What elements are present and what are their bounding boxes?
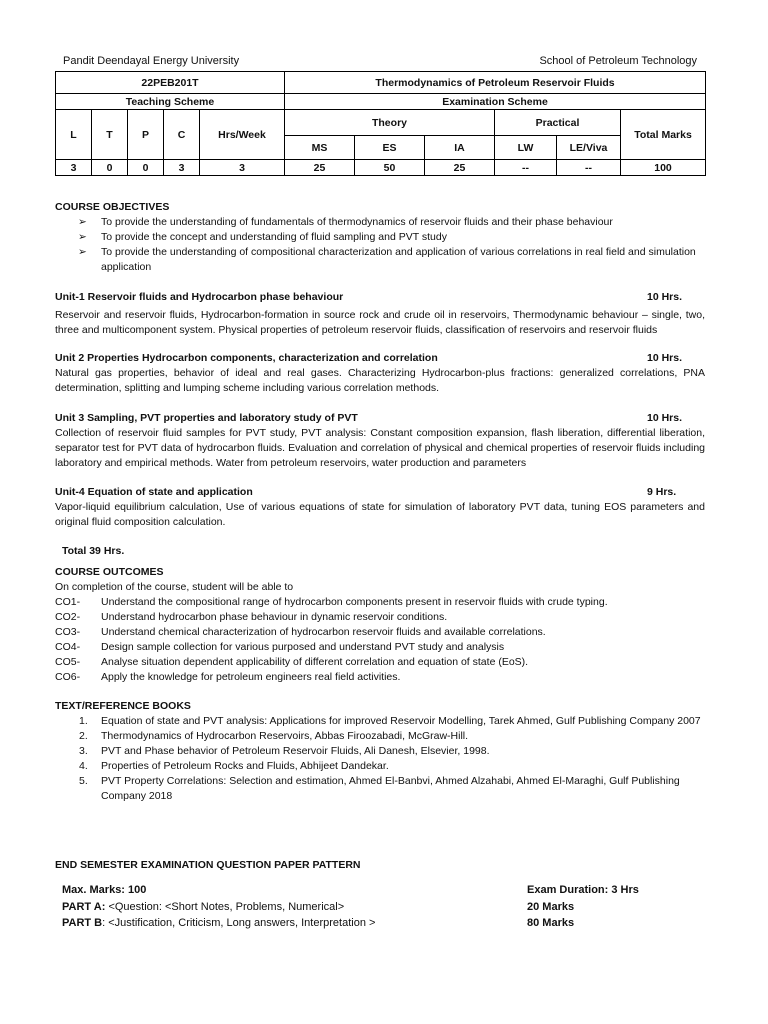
exam-duration: Exam Duration: 3 Hrs bbox=[527, 884, 639, 896]
col-hrs-week: Hrs/Week bbox=[200, 110, 285, 160]
max-marks-row bbox=[62, 882, 682, 899]
col-lw: LW bbox=[495, 136, 557, 160]
unit-heading bbox=[55, 351, 705, 366]
part-a-marks: 20 Marks bbox=[527, 900, 575, 913]
unit-body: Vapor-liquid equilibrium calculation, Use of various equations of state for simulation of laboratory PVT data, tuning EOS parameters and original fluid composition calculation. bbox=[55, 501, 705, 528]
col-p: P bbox=[128, 110, 164, 160]
examination-scheme-header: Examination Scheme bbox=[285, 94, 706, 110]
value-p: 0 bbox=[128, 160, 164, 176]
max-marks: Max. Marks: 100 bbox=[62, 884, 147, 896]
part-b-marks: 80 Marks bbox=[527, 917, 575, 929]
value-ia: 25 bbox=[425, 160, 495, 176]
objective-item: ➢ To provide the understanding of fundamentals of thermodynamics of reservoir fluids and their phase behaviour bbox=[78, 216, 613, 228]
page-header bbox=[63, 55, 697, 67]
teaching-scheme-header: Teaching Scheme bbox=[56, 94, 285, 110]
col-ms: MS bbox=[285, 136, 355, 160]
value-le-viva: -- bbox=[557, 160, 621, 176]
outcome-item: CO1- Understand the compositional range of hydrocarbon components present in reservoir fluids with crude typing. bbox=[55, 596, 608, 608]
university-name: Pandit Deendayal Energy University bbox=[63, 55, 240, 67]
outcomes-intro: On completion of the course, student will be able to bbox=[55, 581, 294, 593]
book-item: 3. PVT and Phase behavior of Petroleum Reservoir Fluids, Ali Danesh, Elsevier, 1998. bbox=[79, 745, 490, 757]
unit-hours: 10 Hrs. bbox=[647, 352, 683, 364]
unit-title: Unit 2 Properties Hydrocarbon components, characterization and correlation bbox=[55, 352, 438, 364]
reference-books bbox=[55, 699, 705, 804]
col-le-viva: LE/Viva bbox=[557, 136, 621, 160]
unit-heading bbox=[55, 290, 705, 305]
unit-3 bbox=[55, 411, 705, 471]
value-hrs-week: 3 bbox=[200, 160, 285, 176]
unit-title: Unit-4 Equation of state and application bbox=[55, 486, 253, 498]
unit-body: Natural gas properties, behavior of ideal and real gases. Characterizing Hydrocarbon-plus fractions: generalized correlations, PNA determination, splitting and lumping scheme including various correlation methods. bbox=[55, 367, 705, 394]
book-item: 2. Thermodynamics of Hydrocarbon Reservoirs, Abbas Firoozabadi, McGraw-Hill. bbox=[79, 730, 469, 742]
part-a-text: <Question: <Short Notes, Problems, Numerical> bbox=[105, 900, 345, 913]
outcome-item: CO2- Understand hydrocarbon phase behaviour in dynamic reservoir conditions. bbox=[55, 611, 448, 623]
value-es: 50 bbox=[355, 160, 425, 176]
arrow-bullet-icon: ➢ bbox=[78, 231, 87, 243]
book-item: 5. PVT Property Correlations: Selection and estimation, Ahmed El-Banbvi, Ahmed Alzahabi, Ahmed El-Maraghi, Gulf Publishing Company 2018 bbox=[79, 775, 680, 802]
school-name: School of Petroleum Technology bbox=[539, 55, 697, 67]
col-c: C bbox=[164, 110, 200, 160]
total-marks-header: Total Marks bbox=[621, 110, 706, 160]
part-a-row bbox=[62, 899, 682, 916]
outcome-item: CO4- Design sample collection for various purposed and understand PVT study and analysis bbox=[55, 641, 505, 653]
exam-pattern bbox=[62, 882, 682, 932]
value-t: 0 bbox=[92, 160, 128, 176]
col-es: ES bbox=[355, 136, 425, 160]
scheme-table bbox=[55, 71, 706, 176]
value-lw: -- bbox=[495, 160, 557, 176]
part-a-label: PART A: bbox=[62, 900, 106, 913]
value-total: 100 bbox=[621, 160, 706, 176]
objective-item: ➢ To provide the concept and understanding of fluid sampling and PVT study bbox=[78, 231, 447, 243]
unit-body: Collection of reservoir fluid samples for PVT study, PVT analysis: Constant composition expansion, flash liberation, differential liberation, separator test for PVT data of hydrocarbon fluids. Evaluation and correlation of physical and chemical properties of reservoir fluids including laboratory and empirical methods. Water from petroleum reservoirs, water production and parameters bbox=[55, 427, 705, 469]
course-code: 22PEB201T bbox=[56, 72, 285, 94]
unit-hours: 10 Hrs. bbox=[647, 412, 683, 424]
objective-item: ➢ To provide the understanding of compositional characterization and application of various correlations in real field and simulation application bbox=[78, 246, 696, 273]
objectives-heading: COURSE OBJECTIVES bbox=[55, 201, 170, 213]
unit-4 bbox=[55, 485, 705, 530]
part-b-label: PART B bbox=[62, 917, 103, 929]
total-hours: Total 39 Hrs. bbox=[62, 545, 125, 557]
theory-header: Theory bbox=[285, 110, 495, 136]
arrow-bullet-icon: ➢ bbox=[78, 246, 87, 258]
unit-hours: 10 Hrs. bbox=[647, 291, 683, 303]
value-l: 3 bbox=[56, 160, 92, 176]
unit-1 bbox=[55, 290, 705, 338]
col-ia: IA bbox=[425, 136, 495, 160]
unit-2 bbox=[55, 351, 705, 396]
value-ms: 25 bbox=[285, 160, 355, 176]
exam-pattern-heading: END SEMESTER EXAMINATION QUESTION PAPER PATTERN bbox=[55, 859, 361, 871]
practical-header: Practical bbox=[495, 110, 621, 136]
unit-heading bbox=[55, 485, 705, 500]
arrow-bullet-icon: ➢ bbox=[78, 216, 87, 228]
col-t: T bbox=[92, 110, 128, 160]
unit-title: Unit 3 Sampling, PVT properties and laboratory study of PVT bbox=[55, 412, 358, 424]
col-l: L bbox=[56, 110, 92, 160]
book-item: 1. Equation of state and PVT analysis: Applications for improved Reservoir Modelling, Tarek Ahmed, Gulf Publishing Company 2007 bbox=[79, 715, 701, 727]
books-heading: TEXT/REFERENCE BOOKS bbox=[55, 700, 191, 712]
unit-heading bbox=[55, 411, 705, 426]
part-b-text: : <Justification, Criticism, Long answers, Interpretation > bbox=[102, 917, 376, 929]
unit-title: Unit-1 Reservoir fluids and Hydrocarbon phase behaviour bbox=[55, 291, 344, 303]
books-list bbox=[55, 714, 705, 804]
unit-body: Reservoir and reservoir fluids, Hydrocarbon-formation in source rock and crude oil in reservoirs, Thermodynamic behaviour – single, two, three and multicomponent system. Physical properties of petroleum reservoir fluids, classification of reservoirs and reservoir fluids bbox=[55, 309, 705, 336]
course-outcomes bbox=[55, 565, 705, 685]
outcome-item: CO3- Understand chemical characterization of hydrocarbon reservoir fluids and available correlations. bbox=[55, 626, 546, 638]
course-title: Thermodynamics of Petroleum Reservoir Fluids bbox=[285, 72, 706, 94]
objectives-list bbox=[55, 215, 705, 275]
part-b-row bbox=[62, 915, 682, 932]
course-objectives bbox=[55, 200, 705, 275]
book-item: 4. Properties of Petroleum Rocks and Fluids, Abhijeet Dandekar. bbox=[79, 760, 389, 772]
outcome-item: CO6- Apply the knowledge for petroleum engineers real field activities. bbox=[55, 671, 401, 683]
outcomes-heading: COURSE OUTCOMES bbox=[55, 566, 164, 578]
value-c: 3 bbox=[164, 160, 200, 176]
unit-hours: 9 Hrs. bbox=[647, 486, 677, 498]
outcome-item: CO5- Analyse situation dependent applicability of different correlation and equation of state (EoS). bbox=[55, 656, 529, 668]
